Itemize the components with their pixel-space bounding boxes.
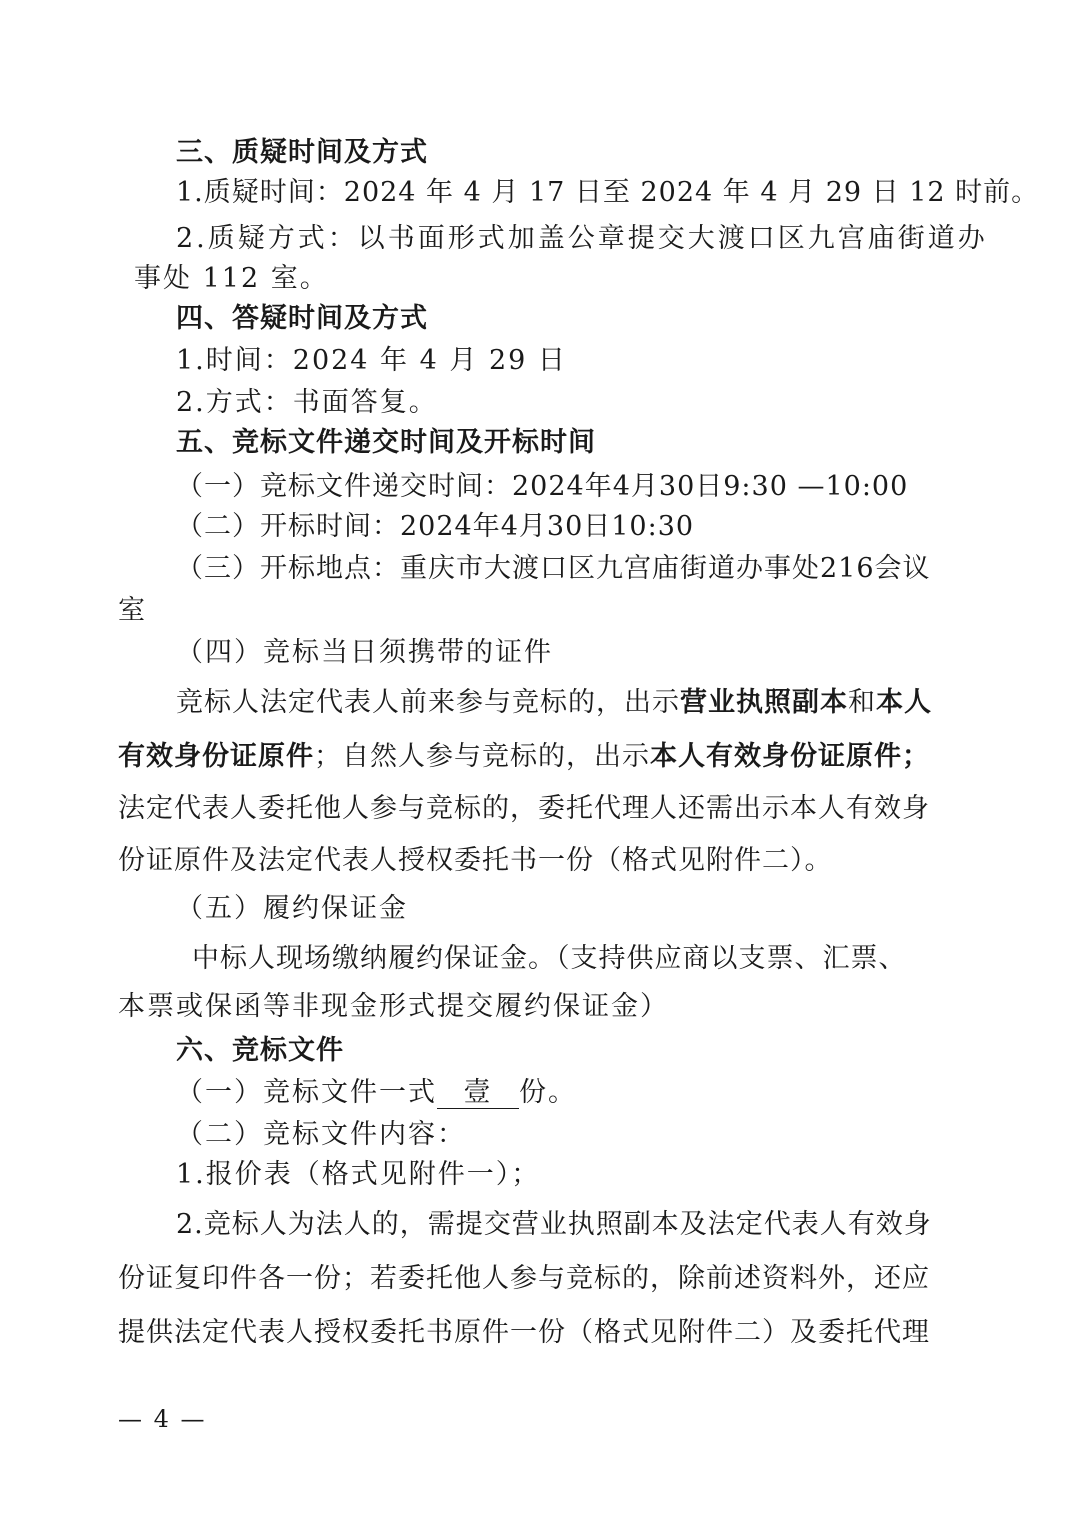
section-6-item-2-line-1: 2.竞标人为法人的，需提交营业执照副本及法定代表人有效身 — [176, 1209, 932, 1240]
documents-text: 和 — [848, 687, 876, 718]
section-5-heading: 五、竞标文件递交时间及开标时间 — [176, 427, 596, 458]
section-6-item-1: 1.报价表（格式见附件一）； — [176, 1159, 541, 1190]
section-6-heading: 六、竞标文件 — [176, 1035, 344, 1066]
section-4-item-2: 2.方式：书面答复。 — [176, 387, 438, 418]
documents-text: ；自然人参与竞标的，出示 — [314, 741, 650, 772]
page-number: — 4 — — [118, 1405, 207, 1433]
section-5-sub-1: （一）竞标文件递交时间：2024年4月30日9:30 —10:00 — [176, 471, 909, 502]
copies-value: 壹 — [437, 1078, 519, 1109]
copies-unit: 份。 — [519, 1077, 577, 1108]
section-3-item-2-line-1: 2.质疑方式：以书面形式加盖公章提交大渡口区九宫庙街道办 — [176, 223, 988, 254]
documents-bold-text: 本人 — [876, 687, 932, 718]
section-5-sub-4: （四）竞标当日须携带的证件 — [176, 637, 553, 668]
section-3-item-2-line-2: 事处 112 室。 — [134, 263, 329, 294]
section-5-sub-5: （五）履约保证金 — [176, 893, 408, 924]
section-5-sub-3-line-2: 室 — [118, 595, 147, 626]
section-5-sub-2: （二）开标时间：2024年4月30日10:30 — [176, 511, 695, 542]
documents-text: 竞标人法定代表人前来参与竞标的，出示 — [176, 687, 680, 718]
documents-bold-text: 有效身份证原件 — [118, 741, 314, 772]
documents-bold-text: 本人有效身份证原件； — [650, 741, 930, 772]
section-4-heading: 四、答疑时间及方式 — [176, 303, 428, 334]
documents-paragraph-line-1 — [176, 686, 932, 720]
documents-paragraph-line-3: 法定代表人委托他人参与竞标的，委托代理人还需出示本人有效身 — [118, 793, 930, 824]
section-6-sub-2: （二）竞标文件内容： — [176, 1119, 466, 1150]
copies-label: （一）竞标文件一式 — [176, 1077, 437, 1108]
section-6-sub-1 — [176, 1076, 577, 1110]
deposit-paragraph-line-2: 本票或保函等非现金形式提交履约保证金） — [118, 991, 669, 1022]
section-5-sub-3-line-1: （三）开标地点：重庆市大渡口区九宫庙街道办事处216会议 — [176, 553, 931, 584]
section-3-heading: 三、质疑时间及方式 — [176, 137, 428, 168]
documents-paragraph-line-4: 份证原件及法定代表人授权委托书一份（格式见附件二）。 — [118, 845, 833, 876]
section-3-item-1: 1.质疑时间：2024 年 4 月 17 日至 2024 年 4 月 29 日 12 时前。 — [176, 177, 1040, 208]
section-6-item-2-line-2: 份证复印件各一份；若委托他人参与竞标的，除前述资料外，还应 — [118, 1263, 930, 1294]
documents-paragraph-line-2 — [118, 740, 930, 774]
section-6-item-2-line-3: 提供法定代表人授权委托书原件一份（格式见附件二）及委托代理 — [118, 1317, 930, 1348]
section-4-item-1: 1.时间：2024 年 4 月 29 日 — [176, 345, 567, 376]
documents-bold-text: 营业执照副本 — [680, 687, 848, 718]
deposit-paragraph-line-1: 中标人现场缴纳履约保证金。（支持供应商以支票、汇票、 — [192, 943, 907, 974]
